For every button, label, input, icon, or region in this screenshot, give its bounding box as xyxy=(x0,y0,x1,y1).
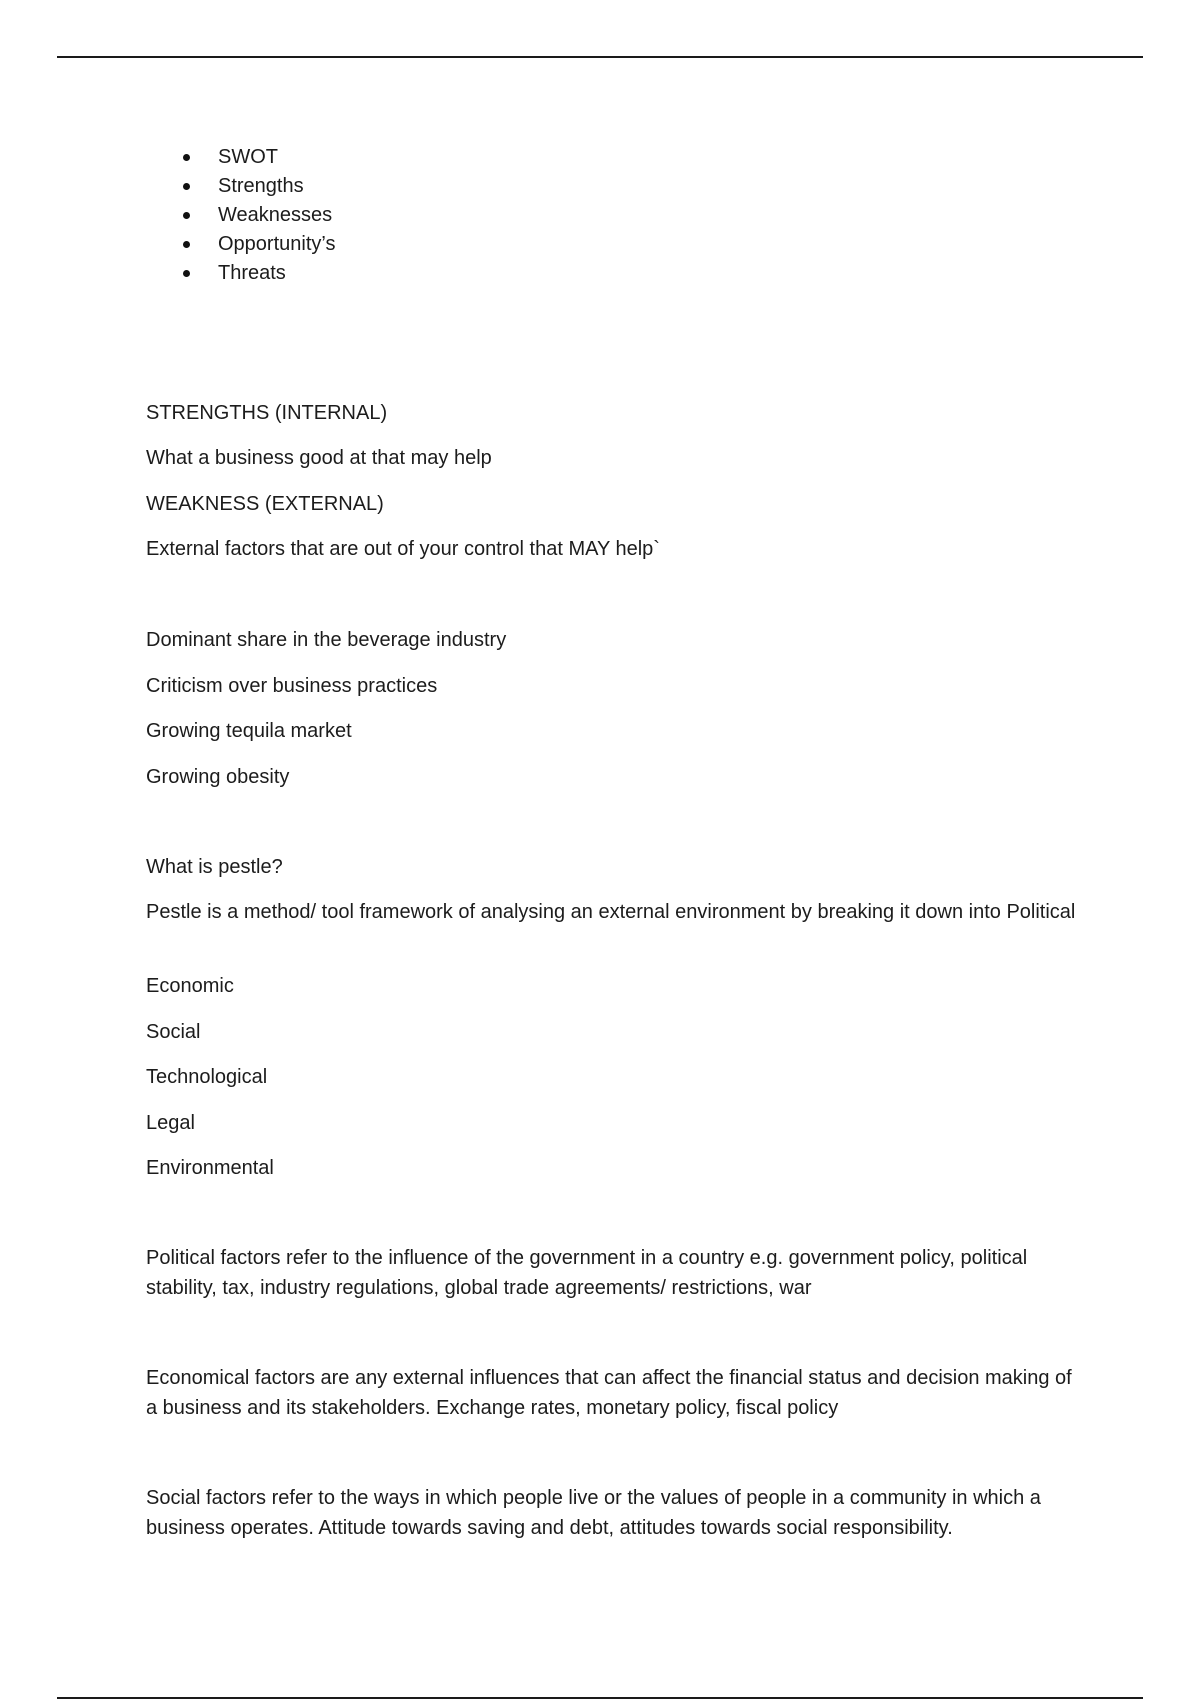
bullet-text: Threats xyxy=(218,262,286,284)
list-item xyxy=(146,259,335,288)
pestle-factor-technological: Technological xyxy=(146,1066,268,1088)
bullet-icon xyxy=(183,183,190,190)
pestle-factor-economic: Economic xyxy=(146,975,234,997)
header-rule xyxy=(57,56,1143,58)
pestle-intro: Pestle is a method/ tool framework of analysing an external environment by breaking it down into Political xyxy=(146,901,1076,923)
example-opportunity: Growing tequila market xyxy=(146,720,352,742)
pestle-question: What is pestle? xyxy=(146,856,283,878)
list-item xyxy=(146,201,335,230)
bullet-text: SWOT xyxy=(218,146,278,168)
example-strength: Dominant share in the beverage industry xyxy=(146,629,507,651)
pestle-factor-environmental: Environmental xyxy=(146,1157,274,1179)
strengths-heading: STRENGTHS (INTERNAL) xyxy=(146,402,388,424)
economical-paragraph: Economical factors are any external influences that can affect the financial status and decision making of a business and its stakeholders. Exchange rates, monetary policy, fiscal policy xyxy=(146,1367,1072,1419)
bullet-icon xyxy=(183,270,190,277)
bullet-text: Strengths xyxy=(218,175,304,197)
pestle-factor-social: Social xyxy=(146,1021,201,1043)
example-threat: Growing obesity xyxy=(146,766,290,788)
political-paragraph: Political factors refer to the influence of the government in a country e.g. government policy, political stability, tax, industry regulations, global trade agreements/ restrictions, war xyxy=(146,1247,1028,1299)
bullet-icon xyxy=(183,154,190,161)
weakness-text: External factors that are out of your control that MAY help` xyxy=(146,538,660,560)
bullet-icon xyxy=(183,241,190,248)
bullet-text: Weaknesses xyxy=(218,204,333,226)
list-item xyxy=(146,143,335,172)
bullet-text: Opportunity’s xyxy=(218,233,336,255)
footer-rule xyxy=(57,1697,1143,1699)
list-item xyxy=(146,230,335,259)
bullet-icon xyxy=(183,212,190,219)
pestle-factor-legal: Legal xyxy=(146,1112,195,1134)
example-weakness: Criticism over business practices xyxy=(146,675,438,697)
weakness-heading: WEAKNESS (EXTERNAL) xyxy=(146,493,384,515)
strengths-text: What a business good at that may help xyxy=(146,447,492,469)
swot-bullet-list xyxy=(146,143,335,288)
list-item xyxy=(146,172,335,201)
social-paragraph: Social factors refer to the ways in which people live or the values of people in a community in which a business operates. Attitude towards saving and debt, attitudes towards social responsibility. xyxy=(146,1487,1041,1539)
